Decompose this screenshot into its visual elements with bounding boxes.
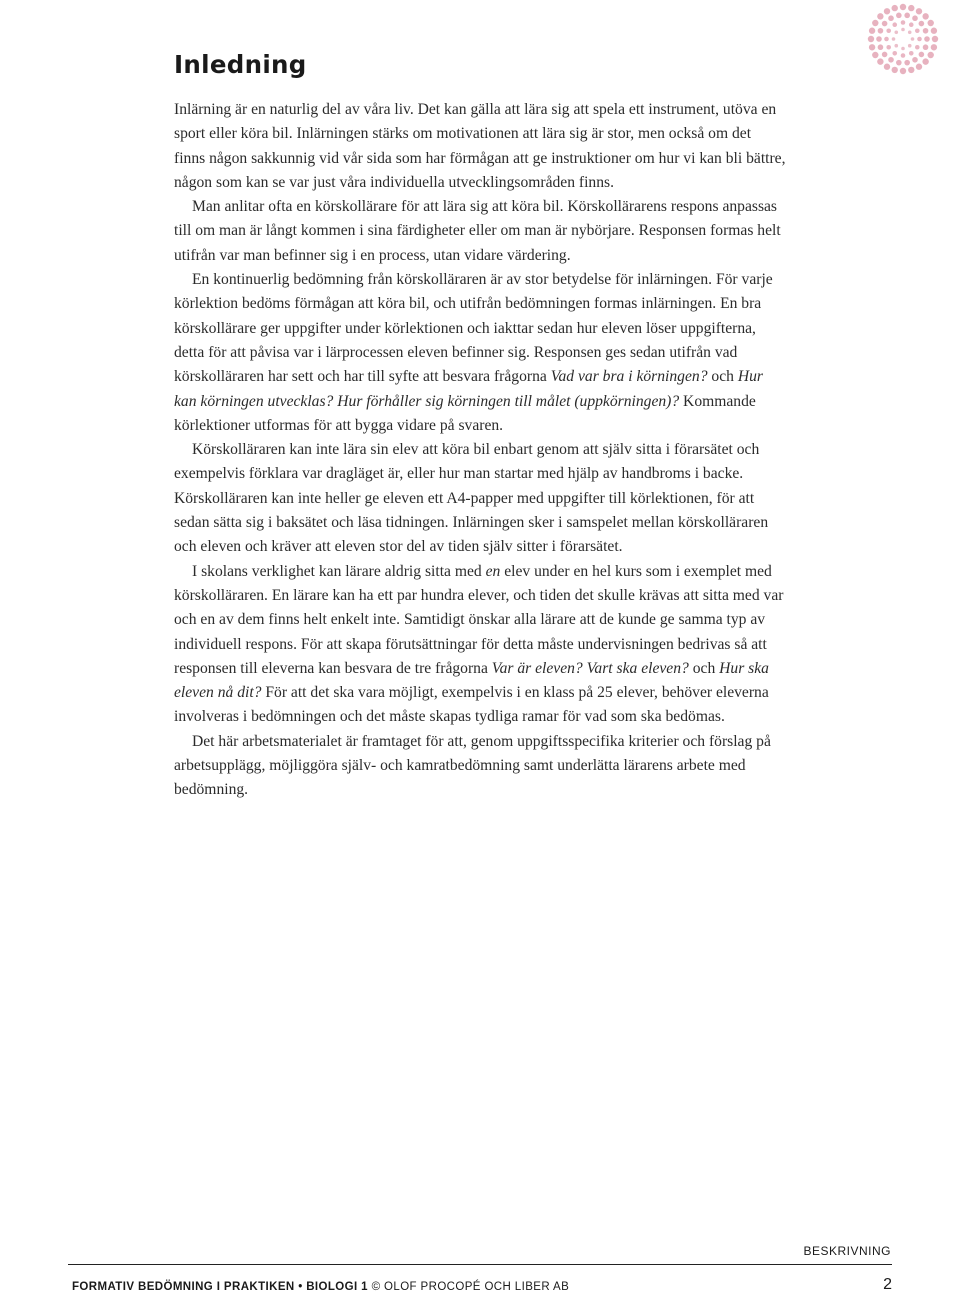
text-run: Man anlitar ofta en körskollärare för att lära sig att köra bil. Körskollärarens respons anpassas till om man är långt kommen i sina färdigheter eller om man är nybörjare. Responsen formas helt utifrån var man befinner sig i en process, utan vidare värdering.: [174, 198, 781, 264]
page-number: 2: [883, 1276, 892, 1293]
paragraph: [174, 98, 786, 195]
italic-text: Var är eleven? Vart ska eleven?: [491, 659, 689, 677]
page-title: Inledning: [174, 50, 307, 79]
italic-text: Hur förhåller sig körningen till målet (uppkörningen)?: [337, 392, 680, 410]
text-run: Kommande körlektioner utformas för att bygga vidare på svaren.: [174, 392, 756, 434]
text-run: En kontinuerlig bedömning från körskolläraren är av stor betydelse för inlärningen. För varje körlektion bedöms förmågan att köra bil, och utifrån bedömningen formas inlärningen. En bra körskollärare ger uppgifter under körlektionen och iakttar sedan hur eleven löser uppgifterna, detta för att påvisa var i lärprocessen eleven befinner sig. Responsen ges sedan utifrån vad körskolläraren har sett och har till syfte att besvara frågorna: [174, 271, 773, 386]
italic-text: Hur ska eleven nå dit?: [174, 659, 769, 702]
paragraph: [174, 560, 786, 730]
dotted-circle-logo-icon: [866, 2, 940, 76]
footer-title: FORMATIV BEDÖMNING I PRAKTIKEN • BIOLOGI 1: [72, 1281, 368, 1293]
paragraph: [174, 438, 786, 559]
body-text: [174, 98, 786, 803]
text-run: I skolans verklighet kan lärare aldrig sitta med: [192, 562, 486, 580]
text-run: Körskolläraren kan inte lära sin elev att köra bil enbart genom att själv sitta i förarsätet och exempelvis förklara var dragläget är, eller hur man startar med hjälp av handbroms i backe. Körskolläraren kan inte heller ge eleven ett A4-papper med uppgifter till körlektionen, för att sedan sätta sig i baksätet och läsa tidningen. Inlärningen sker i samspelet mellan körskolläraren och eleven och kräver att eleven stor del av tiden själv sitter i förarsätet.: [174, 441, 769, 556]
italic-text: Vad var bra i körningen?: [550, 368, 708, 386]
text-run: och: [707, 368, 738, 386]
footer-divider: [68, 1264, 892, 1265]
section-label: BESKRIVNING: [803, 1244, 891, 1258]
footer-text: [72, 1281, 569, 1293]
text-run: Inlärning är en naturlig del av våra liv. Det kan gälla att lära sig att spela ett instrument, utöva en sport eller köra bil. Inlärningen stärks om motivationen att lära sig är stor, men också om det finns någon sakkunnig vid vår sida som har förmågan att ge instruktioner om hur vi kan bli bättre, någon som kan se var just våra individuella utvecklingsområden finns.: [174, 101, 786, 191]
text-run: För att det ska vara möjligt, exempelvis i en klass på 25 elever, behöver eleverna involveras i bedömningen och det måste skapas tydliga ramar för vad som ska bedömas.: [174, 684, 769, 726]
text-run: Det här arbetsmaterialet är framtaget för att, genom uppgiftsspecifika kriterier och förslag på arbetsupplägg, möjliggöra själv- och kamratbedömning samt underlätta lärarens arbete med bedömning.: [174, 732, 771, 799]
text-run: och: [688, 659, 720, 677]
text-run: elev under en hel kurs som i exemplet med körskolläraren. En lärare kan ha ett par hundra elever, och tiden det skulle krävas att sitta med var och en av dem finns helt enkelt inte. Samtidigt önskar alla lärare att de kunde ge samma typ av individuell respons. För att skapa förutsättningar för detta måste undervisningen bedrivas så att responsen till eleverna kan besvara de tre frågorna: [174, 562, 784, 677]
italic-text: en: [485, 562, 501, 580]
paragraph: [174, 268, 786, 438]
italic-text: Hur kan körningen utvecklas?: [174, 368, 763, 410]
paragraph: [174, 730, 786, 803]
paragraph: [174, 195, 786, 268]
footer-copyright: © OLOF PROCOPÉ OCH LIBER AB: [367, 1281, 570, 1293]
